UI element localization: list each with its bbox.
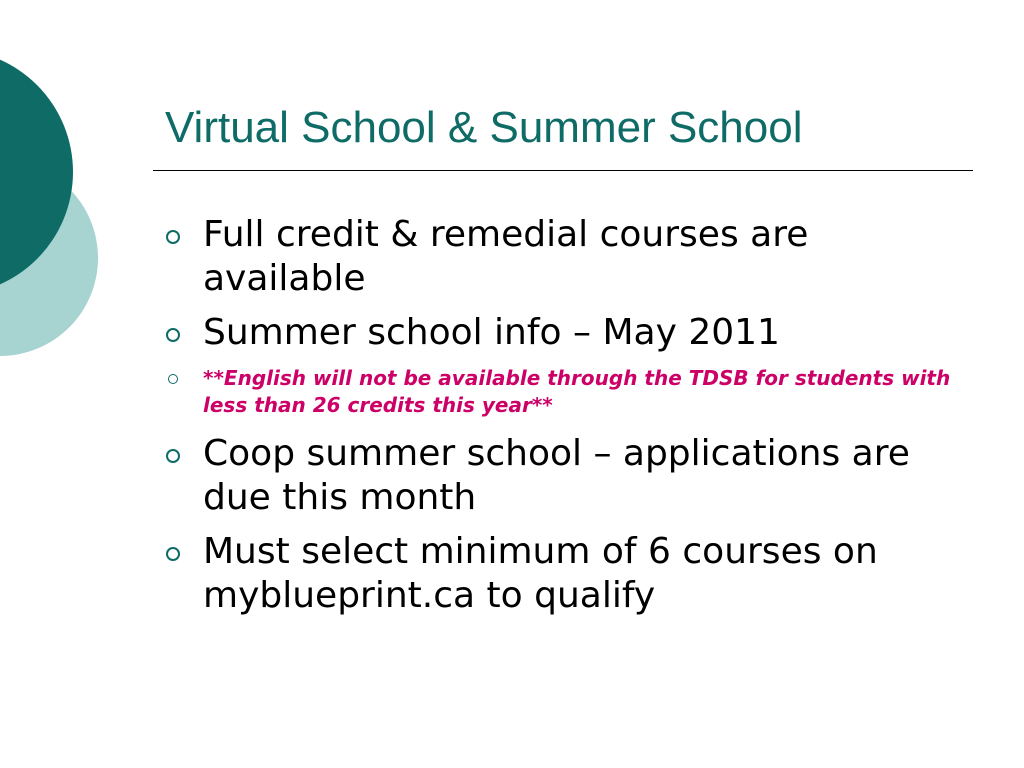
hollow-circle-bullet-icon xyxy=(166,230,180,244)
bullet-text: Full credit & remedial courses are available xyxy=(203,214,809,299)
hollow-circle-bullet-icon xyxy=(166,449,180,463)
bullet-note-text: **English will not be available through the TDSB for students with less than 26 credits this year** xyxy=(203,366,951,417)
title-divider xyxy=(153,170,973,171)
decorative-circles xyxy=(0,0,120,420)
bullet-item xyxy=(165,530,955,618)
bullet-item xyxy=(165,311,955,355)
bullet-text: Must select minimum of 6 courses on myblueprint.ca to qualify xyxy=(203,531,878,616)
bullet-text: Summer school info – May 2011 xyxy=(203,312,780,353)
bullet-item-note xyxy=(165,365,955,419)
bullet-text: Coop summer school – applications are due this month xyxy=(203,433,910,518)
bullet-item xyxy=(165,213,955,301)
hollow-circle-bullet-icon xyxy=(166,547,180,561)
slide-title: Virtual School & Summer School xyxy=(165,103,803,152)
hollow-circle-bullet-icon xyxy=(168,374,178,384)
bullet-item xyxy=(165,432,955,520)
bullet-list xyxy=(165,213,955,628)
hollow-circle-bullet-icon xyxy=(166,328,180,342)
